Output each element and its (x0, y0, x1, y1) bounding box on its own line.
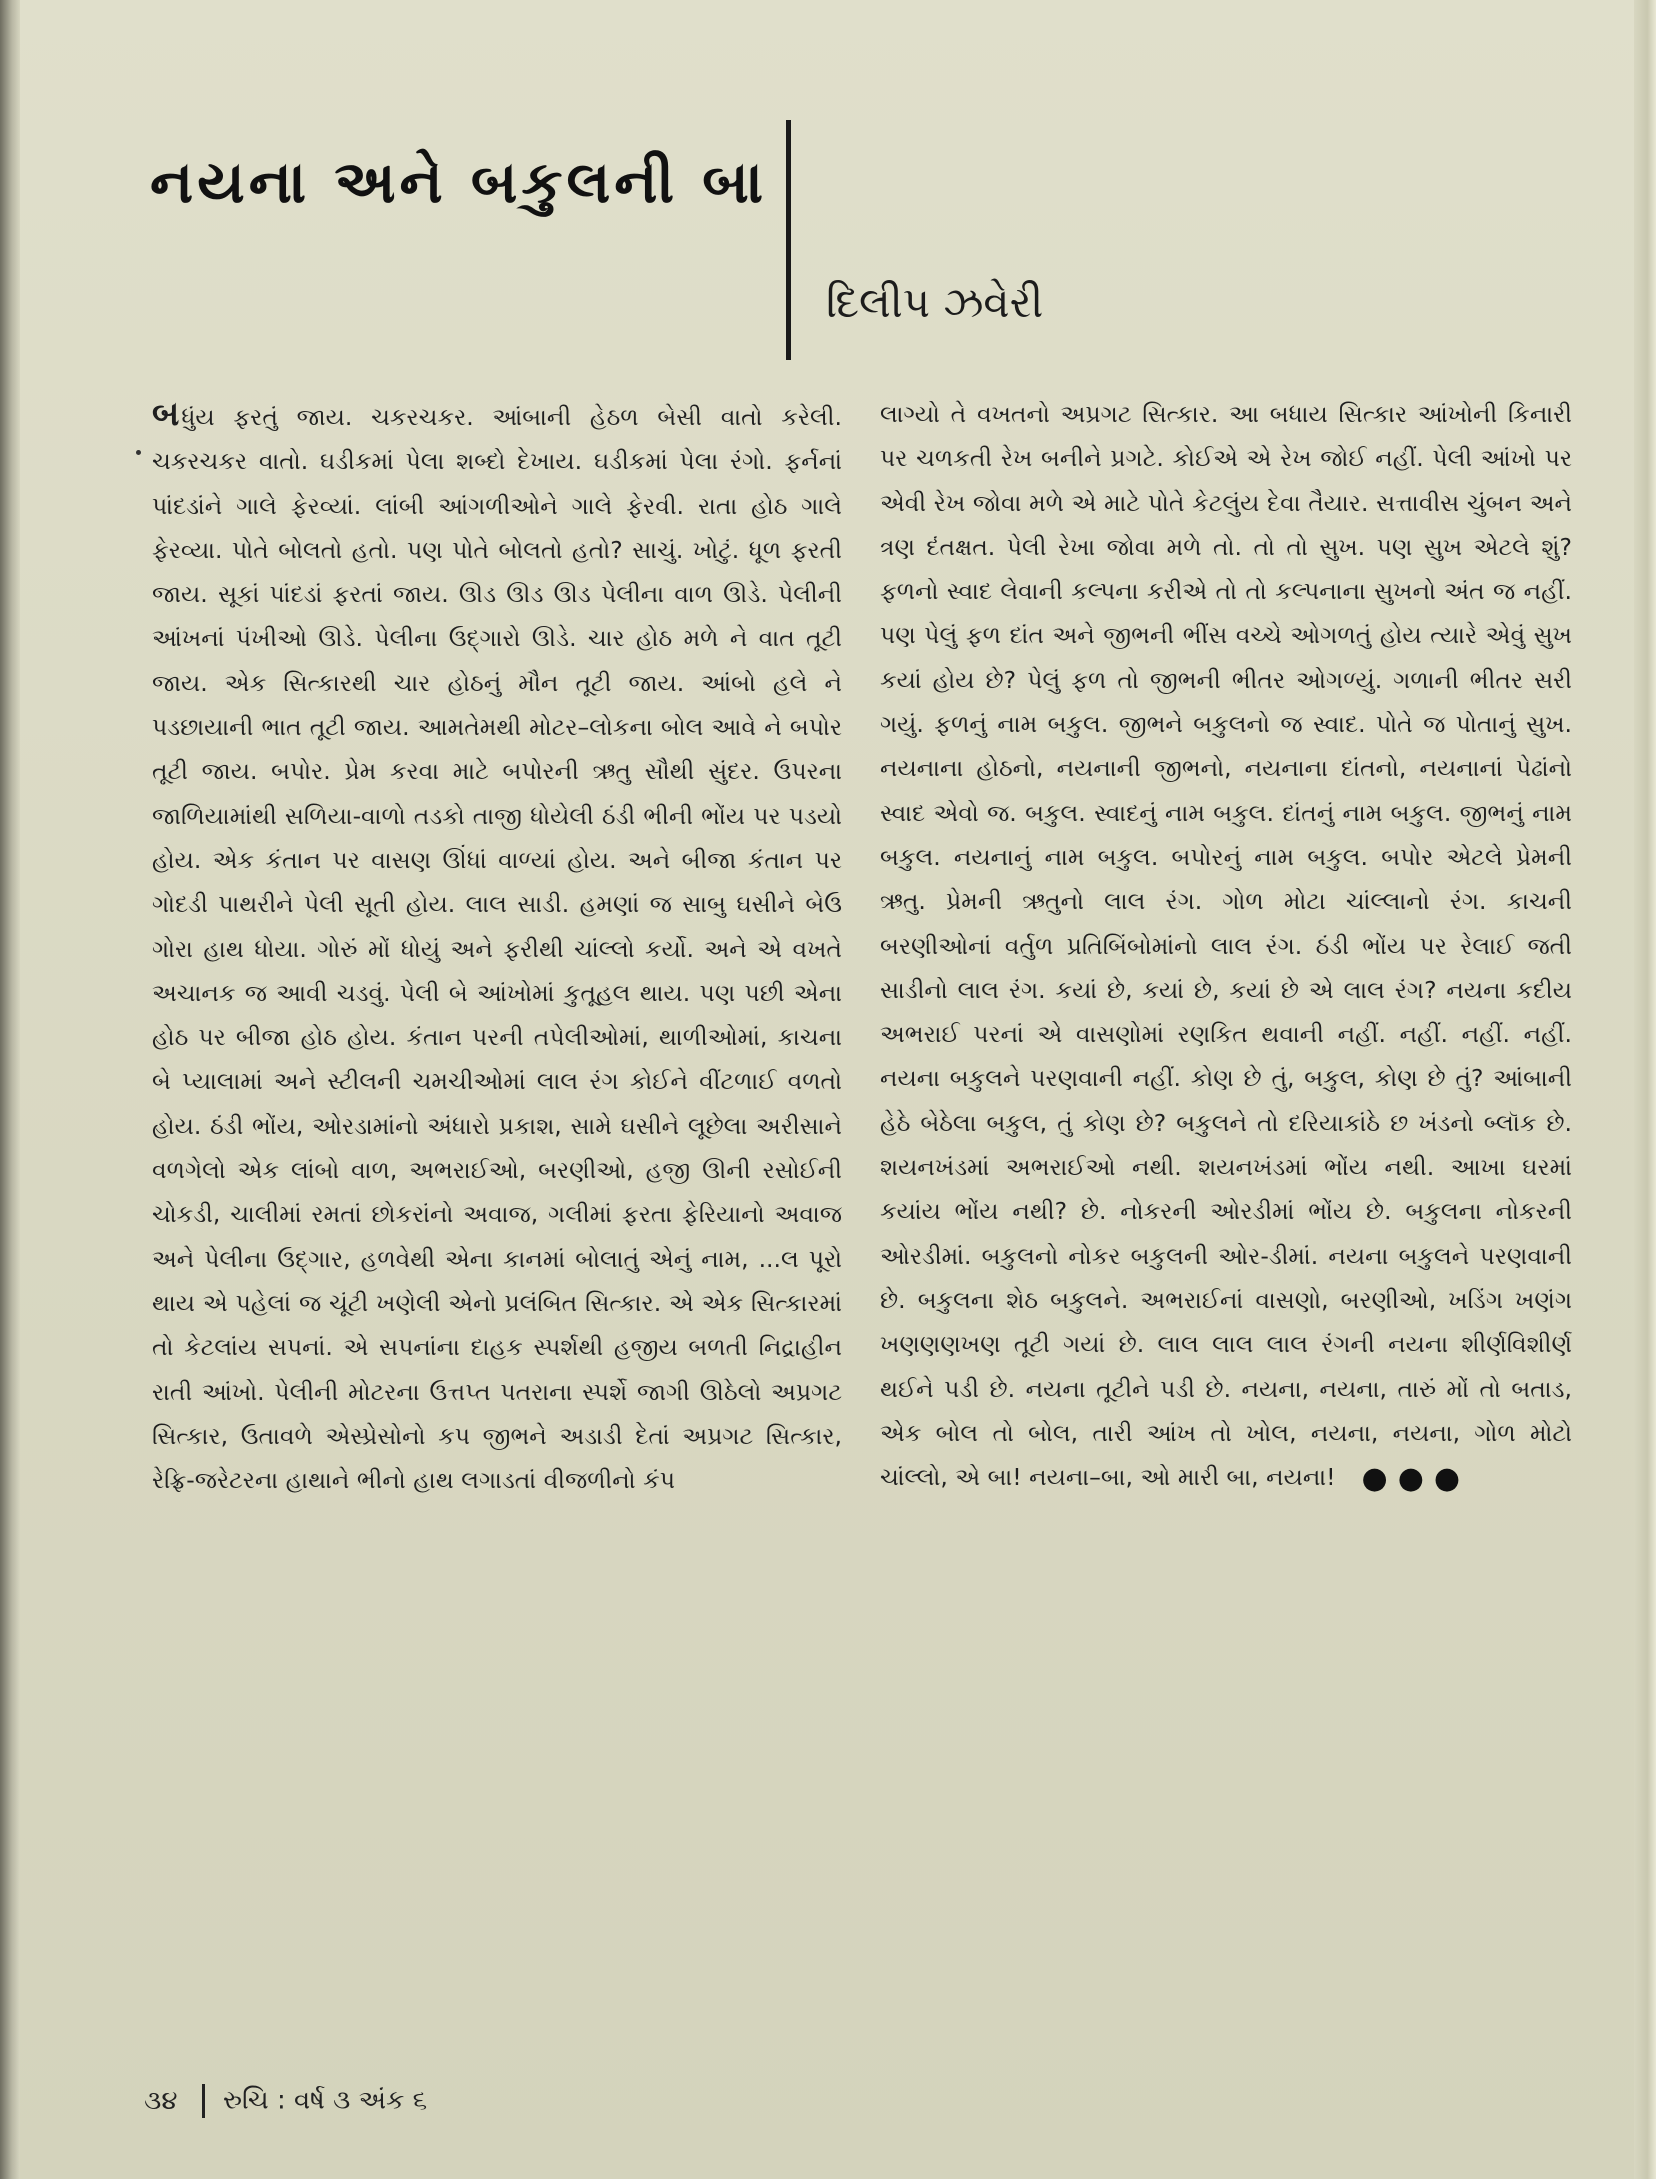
left-column-paragraph (152, 392, 842, 1502)
right-column-text: લાગ્યો તે વખતનો અપ્રગટ સિત્કાર. આ બધાય સિત્કાર આંખોની કિનારી પર ચળકતી રેખ બનીને પ્રગટે. કોઈએ એ રેખ જોઈ નહીં. પેલી આંખો પર એવી રેખ જોવા મળે એ માટે પોતે કેટલુંય દેવા તૈયાર. સત્તાવીસ ચુંબન અને ત્રણ દંતક્ષત. પેલી રેખા જોવા મળે તો. તો તો સુખ. પણ સુખ એટલે શું? ફળનો સ્વાદ લેવાની કલ્પના કરીએ તો તો કલ્પનાના સુખનો અંત જ નહીં. પણ પેલું ફળ દાંત અને જીભની ભીંસ વચ્ચે ઓગળતું હોય ત્યારે એવું સુખ કયાં હોય છે? પેલું ફળ તો જીભની ભીતર ઓગળ્યું. ગળાની ભીતર સરી ગયું. ફળનું નામ બકુલ. જીભને બકુલનો જ સ્વાદ. પોતે જ પોતાનું સુખ. નયનાના હોઠનો, નયનાની જીભનો, નયનાના દાંતનો, નયનાનાં પેઢાંનો સ્વાદ એવો જ. બકુલ. સ્વાદનું નામ બકુલ. દાંતનું નામ બકુલ. જીભનું નામ બકુલ. નયનાનું નામ બકુલ. બપોરનું નામ બકુલ. બપોર એટલે પ્રેમની ઋતુ. પ્રેમની ઋતુનો લાલ રંગ. ગોળ મોટા ચાંલ્લાનો રંગ. કાચની બરણીઓનાં વર્તુળ પ્રતિબિંબોમાંનો લાલ રંગ. ઠંડી ભોંય પર રેલાઈ જતી સાડીનો લાલ રંગ. કયાં છે, કયાં છે, કયાં છે એ લાલ રંગ? નયના કદીય અભરાઈ પરનાં એ વાસણોમાં રણકિત થવાની નહીં. નહીં. નહીં. નહીં. નયના બકુલને પરણવાની નહીં. કોણ છે તું, બકુલ, કોણ છે તું? આંબાની હેઠે બેઠેલા બકુલ, તું કોણ છે? બકુલને તો દરિયાકાંઠે છ ખંડનો બ્લૉક છે. શયનખંડમાં અભરાઈઓ નથી. શયનખંડમાં ભોંય નથી. આખા ઘરમાં કયાંય ભોંય નથી? છે. નોકરની ઓરડીમાં ભોંય છે. બકુલના નોકરની ઓરડીમાં. બકુલનો નોકર બકુલની ઓર-ડીમાં. નયના બકુલને પરણવાની છે. બકુલના શેઠ બકુલને. અભરાઈનાં વાસણો, બરણીઓ, ખડિંગ ખણંગ ખણણણખણ તૂટી ગયાં છે. લાલ લાલ લાલ રંગની નયના શીર્ણવિશીર્ણ થઈને પડી છે. નયના તૂટીને પડી છે. નયના, નયના, તારું મોં તો બતાડ, એક બોલ તો બોલ, તારી આંખ તો ખોલ, નયના, નયના, ગોળ મોટો ચાંલ્લો, એ બા! નયના–બા, ઓ મારી બા, નયના! (880, 400, 1572, 1492)
right-text-column (880, 392, 1572, 1499)
margin-dot (136, 450, 141, 455)
left-column-text: ધુંય ફરતું જાય. ચકરચકર. આંબાની હેઠળ બેસી વાતો કરેલી. ચકરચકર વાતો. ઘડીકમાં પેલા શબ્દો દેખાય. ઘડીકમાં પેલા રંગો. ફર્નનાં પાંદડાંને ગાલે ફેરવ્યાં. લાંબી આંગળીઓને ગાલે ફેરવી. રાતા હોઠ ગાલે ફેરવ્યા. પોતે બોલતો હતો. પણ પોતે બોલતો હતો? સાચું. ખોટું. ધૂળ ફરતી જાય. સૂકાં પાંદડાં ફરતાં જાય. ઊડ ઊડ ઊડ પેલીના વાળ ઊડે. પેલીની આંખનાં પંખીઓ ઊડે. પેલીના ઉદ્ગારો ઊડે. ચાર હોઠ મળે ને વાત તૂટી જાય. એક સિત્કારથી ચાર હોઠનું મૌન તૂટી જાય. આંબો હલે ને પડછાયાની ભાત તૂટી જાય. આમતેમથી મોટર–લોકના બોલ આવે ને બપોર તૂટી જાય. બપોર. પ્રેમ કરવા માટે બપોરની ઋતુ સૌથી સુંદર. ઉપરના જાળિયામાંથી સળિયા-વાળો તડકો તાજી ધોયેલી ઠંડી ભીની ભોંય પર પડયો હોય. એક કંતાન પર વાસણ ઊંધાં વાળ્યાં હોય. અને બીજા કંતાન પર ગોદડી પાથરીને પેલી સૂતી હોય. લાલ સાડી. હમણાં જ સાબુ ઘસીને બેઉ ગોરા હાથ ધોયા. ગોરું મોં ધોયું અને ફરીથી ચાંલ્લો કર્યો. અને એ વખતે અચાનક જ આવી ચડવું. પેલી બે આંખોમાં કુતૂહલ થાય. પણ પછી એના હોઠ પર બીજા હોઠ હોય. કંતાન પરની તપેલીઓમાં, થાળીઓમાં, કાચના બે પ્યાલામાં અને સ્ટીલની ચમચીઓમાં લાલ રંગ કોઈને વીંટળાઈ વળતો હોય. ઠંડી ભોંય, ઓરડામાંનો અંધારો પ્રકાશ, સામે ઘસીને લૂછેલા અરીસાને વળગેલો એક લાંબો વાળ, અભરાઈઓ, બરણીઓ, હજી ઊની રસોઈની ચોકડી, ચાલીમાં રમતાં છોકરાંનો અવાજ, ગલીમાં ફરતા ફેરિયાનો અવાજ અને પેલીના ઉદ્ગાર, હળવેથી એના કાનમાં બોલાતું એનું નામ, ...લ પૂરો થાય એ પહેલાં જ ચૂંટી ખણેલી એનો પ્રલંબિત સિત્કાર. એ એક સિત્કારમાં તો કેટલાંય સપનાં. એ સપનાંના દાહક સ્પર્શથી હજીય બળતી નિદ્રાહીન રાતી આંખો. પેલીની મોટરના ઉત્તપ્ત પતરાના સ્પર્શે જાગી ઊઠેલો અપ્રગટ સિત્કાર, ઉતાવળે એસ્પ્રેસોનો કપ જીભને અડાડી દેતાં અપ્રગટ સિત્કાર, રેફ્રિ-જરેટરના હાથાને ભીનો હાથ લગાડતાં વીજળીનો કંપ (152, 403, 842, 1495)
left-text-column (152, 392, 842, 1502)
end-of-article-marks: ●●● (1361, 1460, 1471, 1496)
publication-info: રુચિ : વર્ષ ૩ અંક ૬ (222, 2085, 428, 2116)
article-title: નયના અને બકુલની બા (150, 148, 768, 216)
page-binding-shadow (0, 0, 20, 2179)
drop-cap: બ (152, 394, 180, 434)
footer-divider (202, 2084, 205, 2118)
author-name: દિલીપ ઝવેરી (826, 278, 1044, 327)
page-footer (144, 2084, 427, 2118)
title-divider (786, 120, 791, 360)
page-number: ૩૪ (144, 2085, 178, 2116)
page-edge-shadow (1634, 0, 1656, 2179)
right-column-paragraph (880, 392, 1572, 1499)
